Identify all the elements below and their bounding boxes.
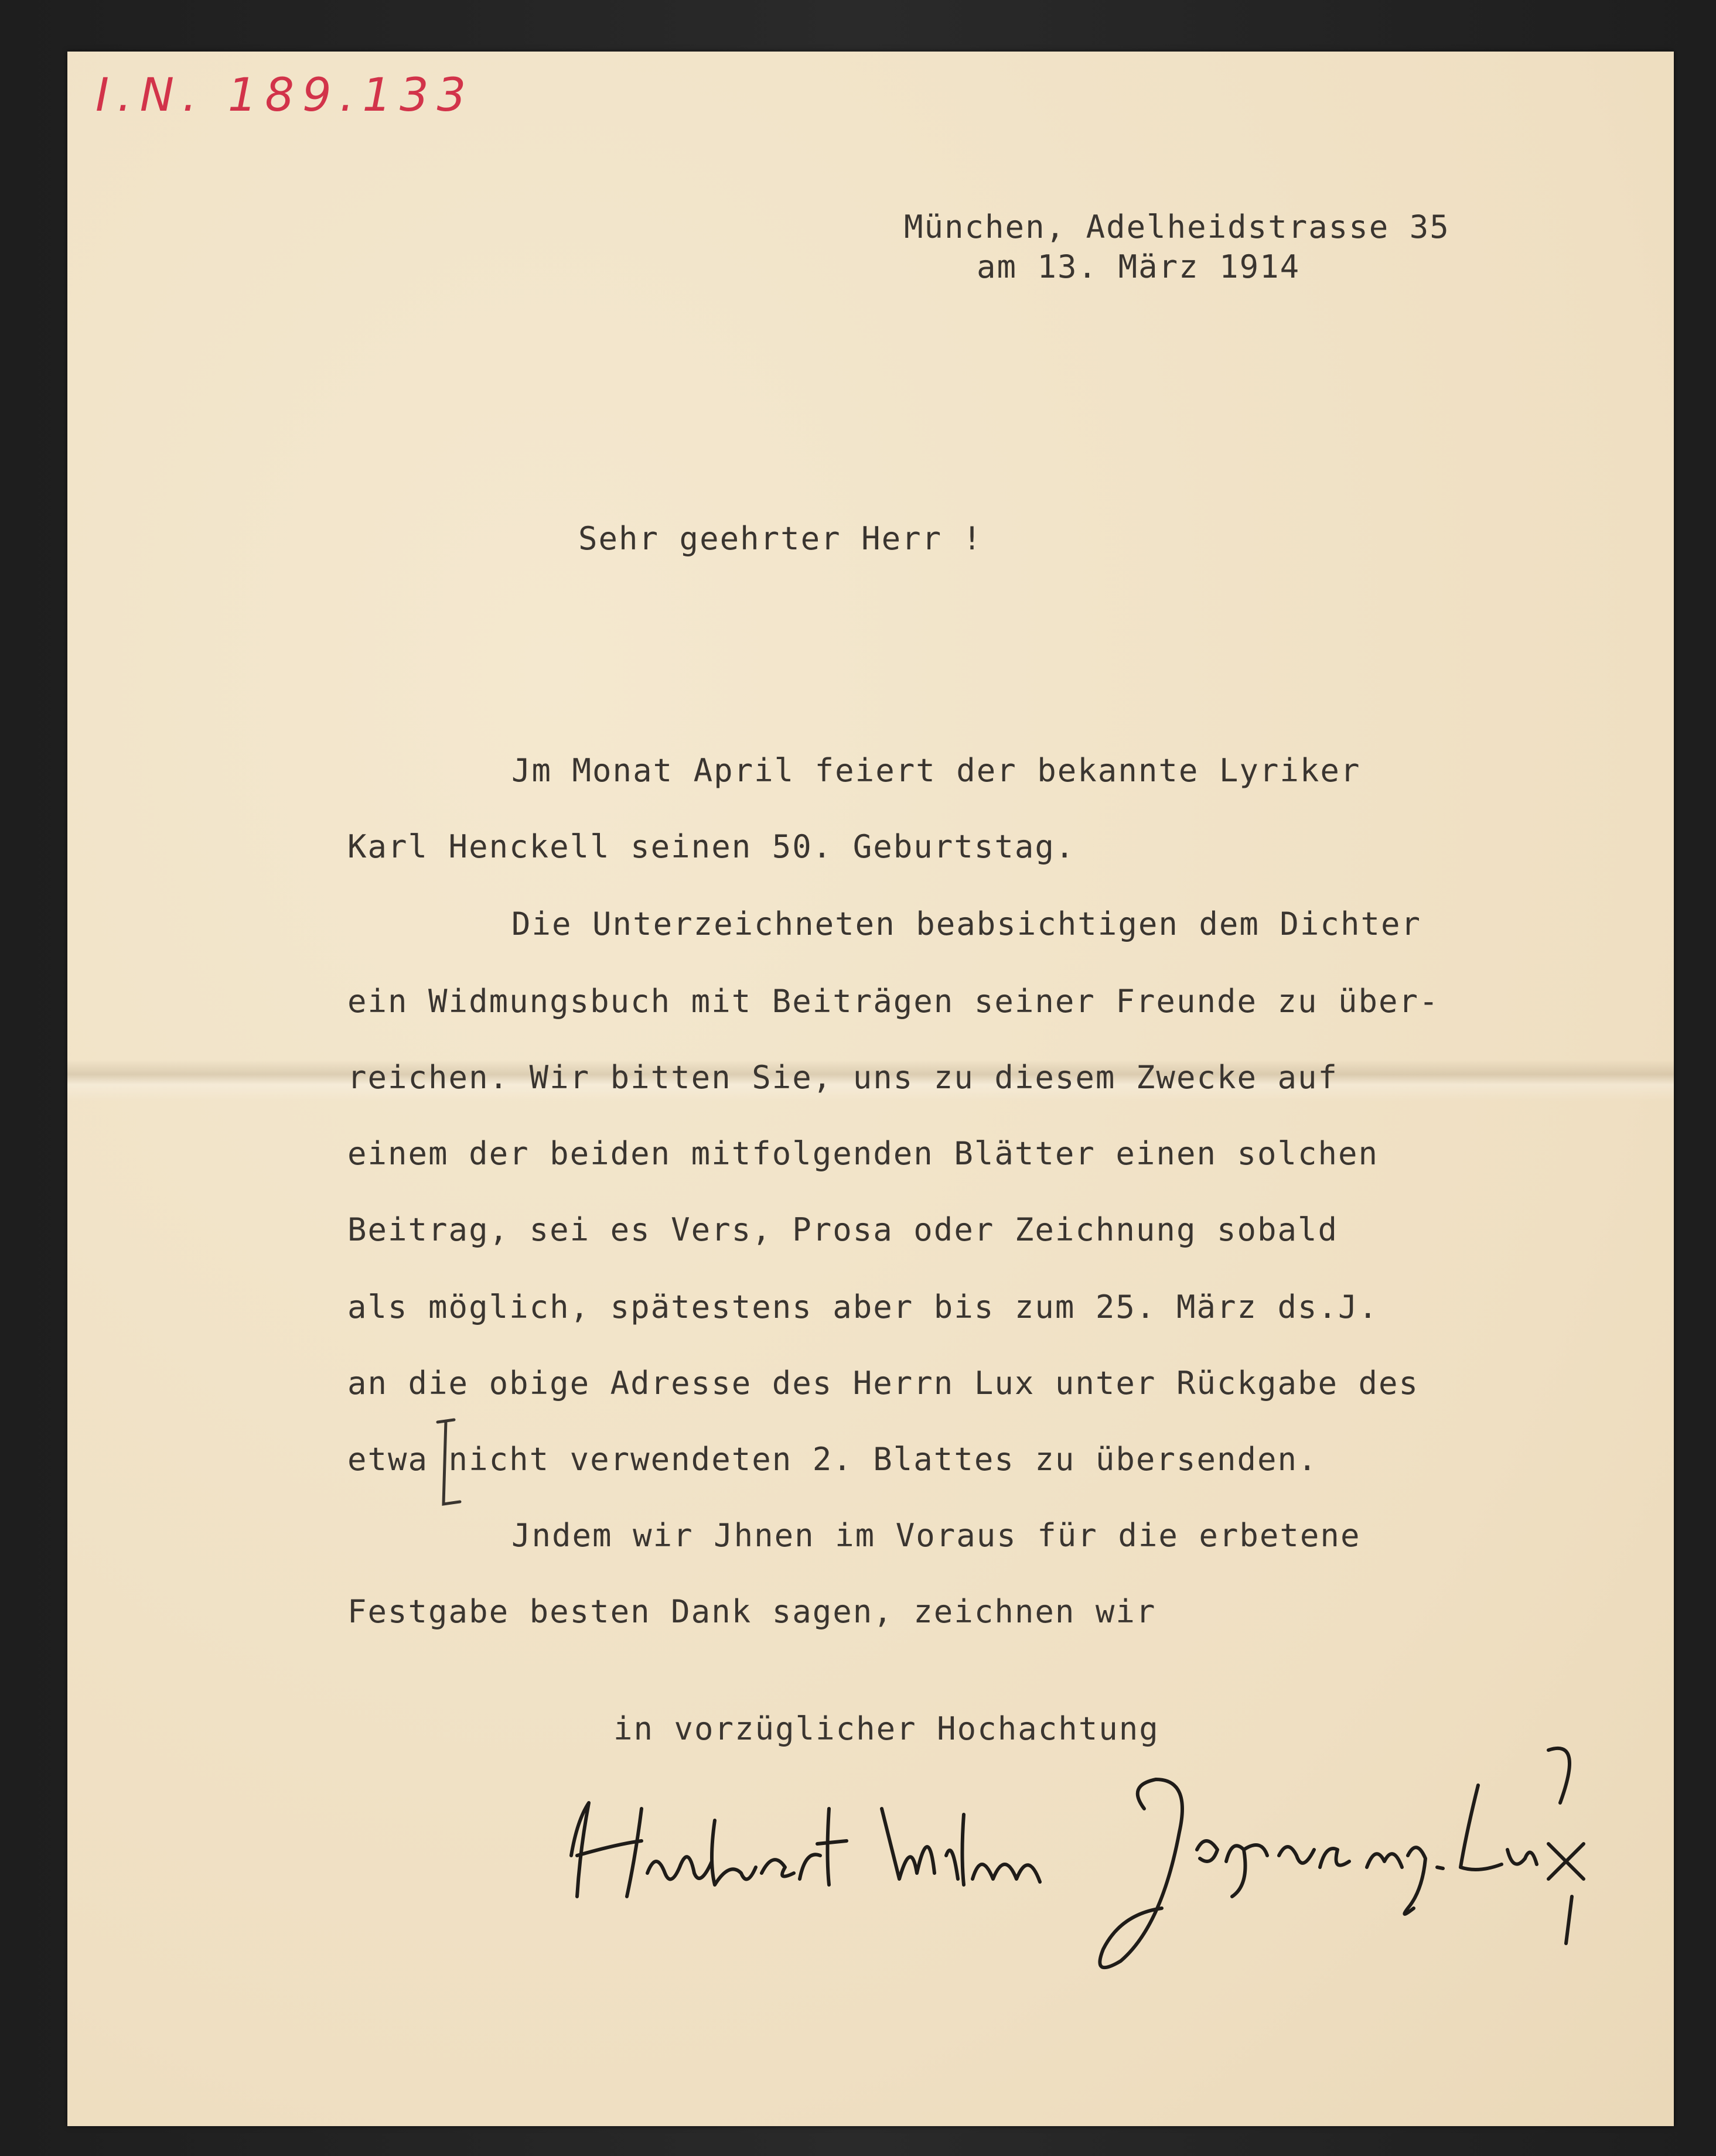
body-line: als möglich, spätestens aber bis zum 25. März ds.J. [347, 1289, 1379, 1325]
signature-hubert-wilm [554, 1785, 1110, 1938]
salutation: Sehr geehrter Herr ! [578, 520, 983, 557]
body-line: ein Widmungsbuch mit Beiträgen seiner Freunde zu über- [347, 983, 1439, 1020]
archive-mark: I.N. 189.133 [95, 69, 475, 122]
body-line: etwa nicht verwendeten 2. Blattes zu übersenden. [347, 1441, 1318, 1478]
body-line: Beitrag, sei es Vers, Prosa oder Zeichnung sobald [347, 1211, 1339, 1248]
date-line: am 13. März 1914 [977, 248, 1301, 285]
correction-mark [426, 1416, 467, 1510]
signature-joseph-lux [1056, 1733, 1642, 2014]
body-line: reichen. Wir bitten Sie, uns zu diesem Zwecke auf [347, 1059, 1339, 1096]
place-line: München, Adelheidstrasse 35 [904, 209, 1450, 245]
body-line: Jndem wir Jhnen im Voraus für die erbetene [511, 1517, 1361, 1554]
body-line: Karl Henckell seinen 50. Geburtstag. [347, 828, 1076, 865]
closing-line: in vorzüglicher Hochachtung [613, 1710, 1159, 1747]
body-line: Die Unterzeichneten beabsichtigen dem Dichter [511, 906, 1421, 942]
letter-paper [67, 52, 1674, 2126]
body-line: an die obige Adresse des Herrn Lux unter Rückgabe des [347, 1365, 1420, 1402]
body-line: Festgabe besten Dank sagen, zeichnen wir [347, 1593, 1156, 1630]
body-line: Jm Monat April feiert der bekannte Lyriker [511, 752, 1361, 789]
body-line: einem der beiden mitfolgenden Blätter einen solchen [347, 1135, 1379, 1172]
